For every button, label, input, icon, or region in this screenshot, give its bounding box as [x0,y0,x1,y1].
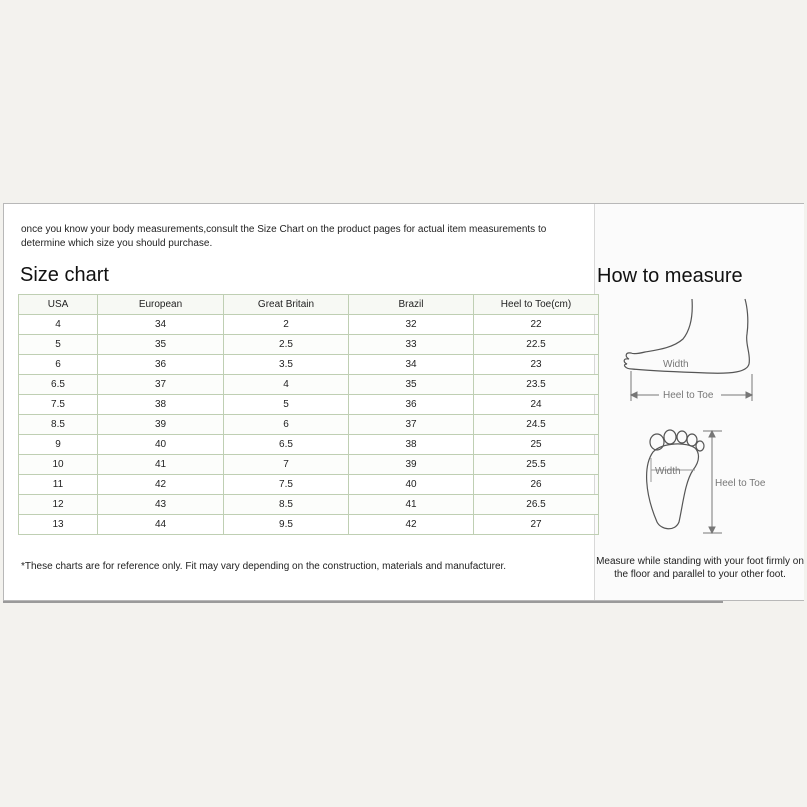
side-heel-to-toe-label: Heel to Toe [663,390,714,401]
table-row [19,475,599,495]
cell-usa: 6 [19,355,98,375]
side-width-label: Width [663,359,689,370]
cell-brazil: 35 [349,375,474,395]
table-row [19,375,599,395]
cell-european: 36 [98,355,224,375]
cell-great-britain: 2 [224,315,349,335]
cell-usa: 7.5 [19,395,98,415]
cell-usa: 12 [19,495,98,515]
cell-brazil: 37 [349,415,474,435]
cell-usa: 8.5 [19,415,98,435]
cell-heel-to-toe: 26 [474,475,599,495]
cell-heel-to-toe: 25 [474,435,599,455]
table-row [19,515,599,535]
header-usa: USA [19,295,98,315]
cell-great-britain: 9.5 [224,515,349,535]
cell-european: 44 [98,515,224,535]
cell-brazil: 42 [349,515,474,535]
size-chart-title: Size chart [20,264,109,286]
cell-european: 39 [98,415,224,435]
cell-great-britain: 7.5 [224,475,349,495]
cell-brazil: 36 [349,395,474,415]
cell-brazil: 38 [349,435,474,455]
cell-usa: 4 [19,315,98,335]
cell-heel-to-toe: 23 [474,355,599,375]
table-row [19,495,599,515]
cell-great-britain: 4 [224,375,349,395]
card-bottom-border [3,601,723,603]
size-table-body [19,315,599,535]
cell-brazil: 34 [349,355,474,375]
cell-european: 43 [98,495,224,515]
table-row [19,455,599,475]
cell-great-britain: 7 [224,455,349,475]
table-row [19,355,599,375]
foot-diagram [597,294,802,534]
cell-usa: 13 [19,515,98,535]
table-row [19,415,599,435]
top-heel-to-toe-label: Heel to Toe [715,478,766,489]
cell-great-britain: 2.5 [224,335,349,355]
table-row [19,315,599,335]
cell-european: 37 [98,375,224,395]
cell-brazil: 33 [349,335,474,355]
header-european: European [98,295,224,315]
cell-heel-to-toe: 27 [474,515,599,535]
header-heel-to-toe: Heel to Toe(cm) [474,295,599,315]
cell-usa: 5 [19,335,98,355]
cell-usa: 6.5 [19,375,98,395]
header-great-britain: Great Britain [224,295,349,315]
cell-heel-to-toe: 22 [474,315,599,335]
table-row [19,395,599,415]
size-chart-card [3,203,804,601]
top-width-label: Width [655,466,681,477]
cell-great-britain: 5 [224,395,349,415]
how-to-measure-title: How to measure [597,265,743,287]
cell-european: 42 [98,475,224,495]
table-row [19,335,599,355]
cell-heel-to-toe: 23.5 [474,375,599,395]
table-row [19,435,599,455]
size-table [18,294,599,535]
cell-european: 34 [98,315,224,335]
cell-heel-to-toe: 22.5 [474,335,599,355]
size-chart-footnote: *These charts are for reference only. Fit may vary depending on the construction, materials and manufacturer. [21,561,507,572]
measure-note: Measure while standing with your foot firmly on the floor and parallel to your other foot. [596,556,804,580]
sole-icon [647,430,704,529]
cell-heel-to-toe: 24.5 [474,415,599,435]
cell-european: 35 [98,335,224,355]
cell-brazil: 41 [349,495,474,515]
cell-european: 38 [98,395,224,415]
cell-heel-to-toe: 26.5 [474,495,599,515]
cell-great-britain: 6.5 [224,435,349,455]
cell-brazil: 39 [349,455,474,475]
cell-great-britain: 6 [224,415,349,435]
cell-usa: 10 [19,455,98,475]
cell-european: 41 [98,455,224,475]
cell-brazil: 40 [349,475,474,495]
cell-brazil: 32 [349,315,474,335]
cell-heel-to-toe: 24 [474,395,599,415]
cell-european: 40 [98,435,224,455]
table-header-row [19,295,599,315]
cell-usa: 9 [19,435,98,455]
cell-great-britain: 8.5 [224,495,349,515]
cell-heel-to-toe: 25.5 [474,455,599,475]
cell-great-britain: 3.5 [224,355,349,375]
header-brazil: Brazil [349,295,474,315]
intro-text: once you know your body measurements,consult the Size Chart on the product pages for actual item measurements to determine which size you should purchase. [21,224,547,249]
cell-usa: 11 [19,475,98,495]
